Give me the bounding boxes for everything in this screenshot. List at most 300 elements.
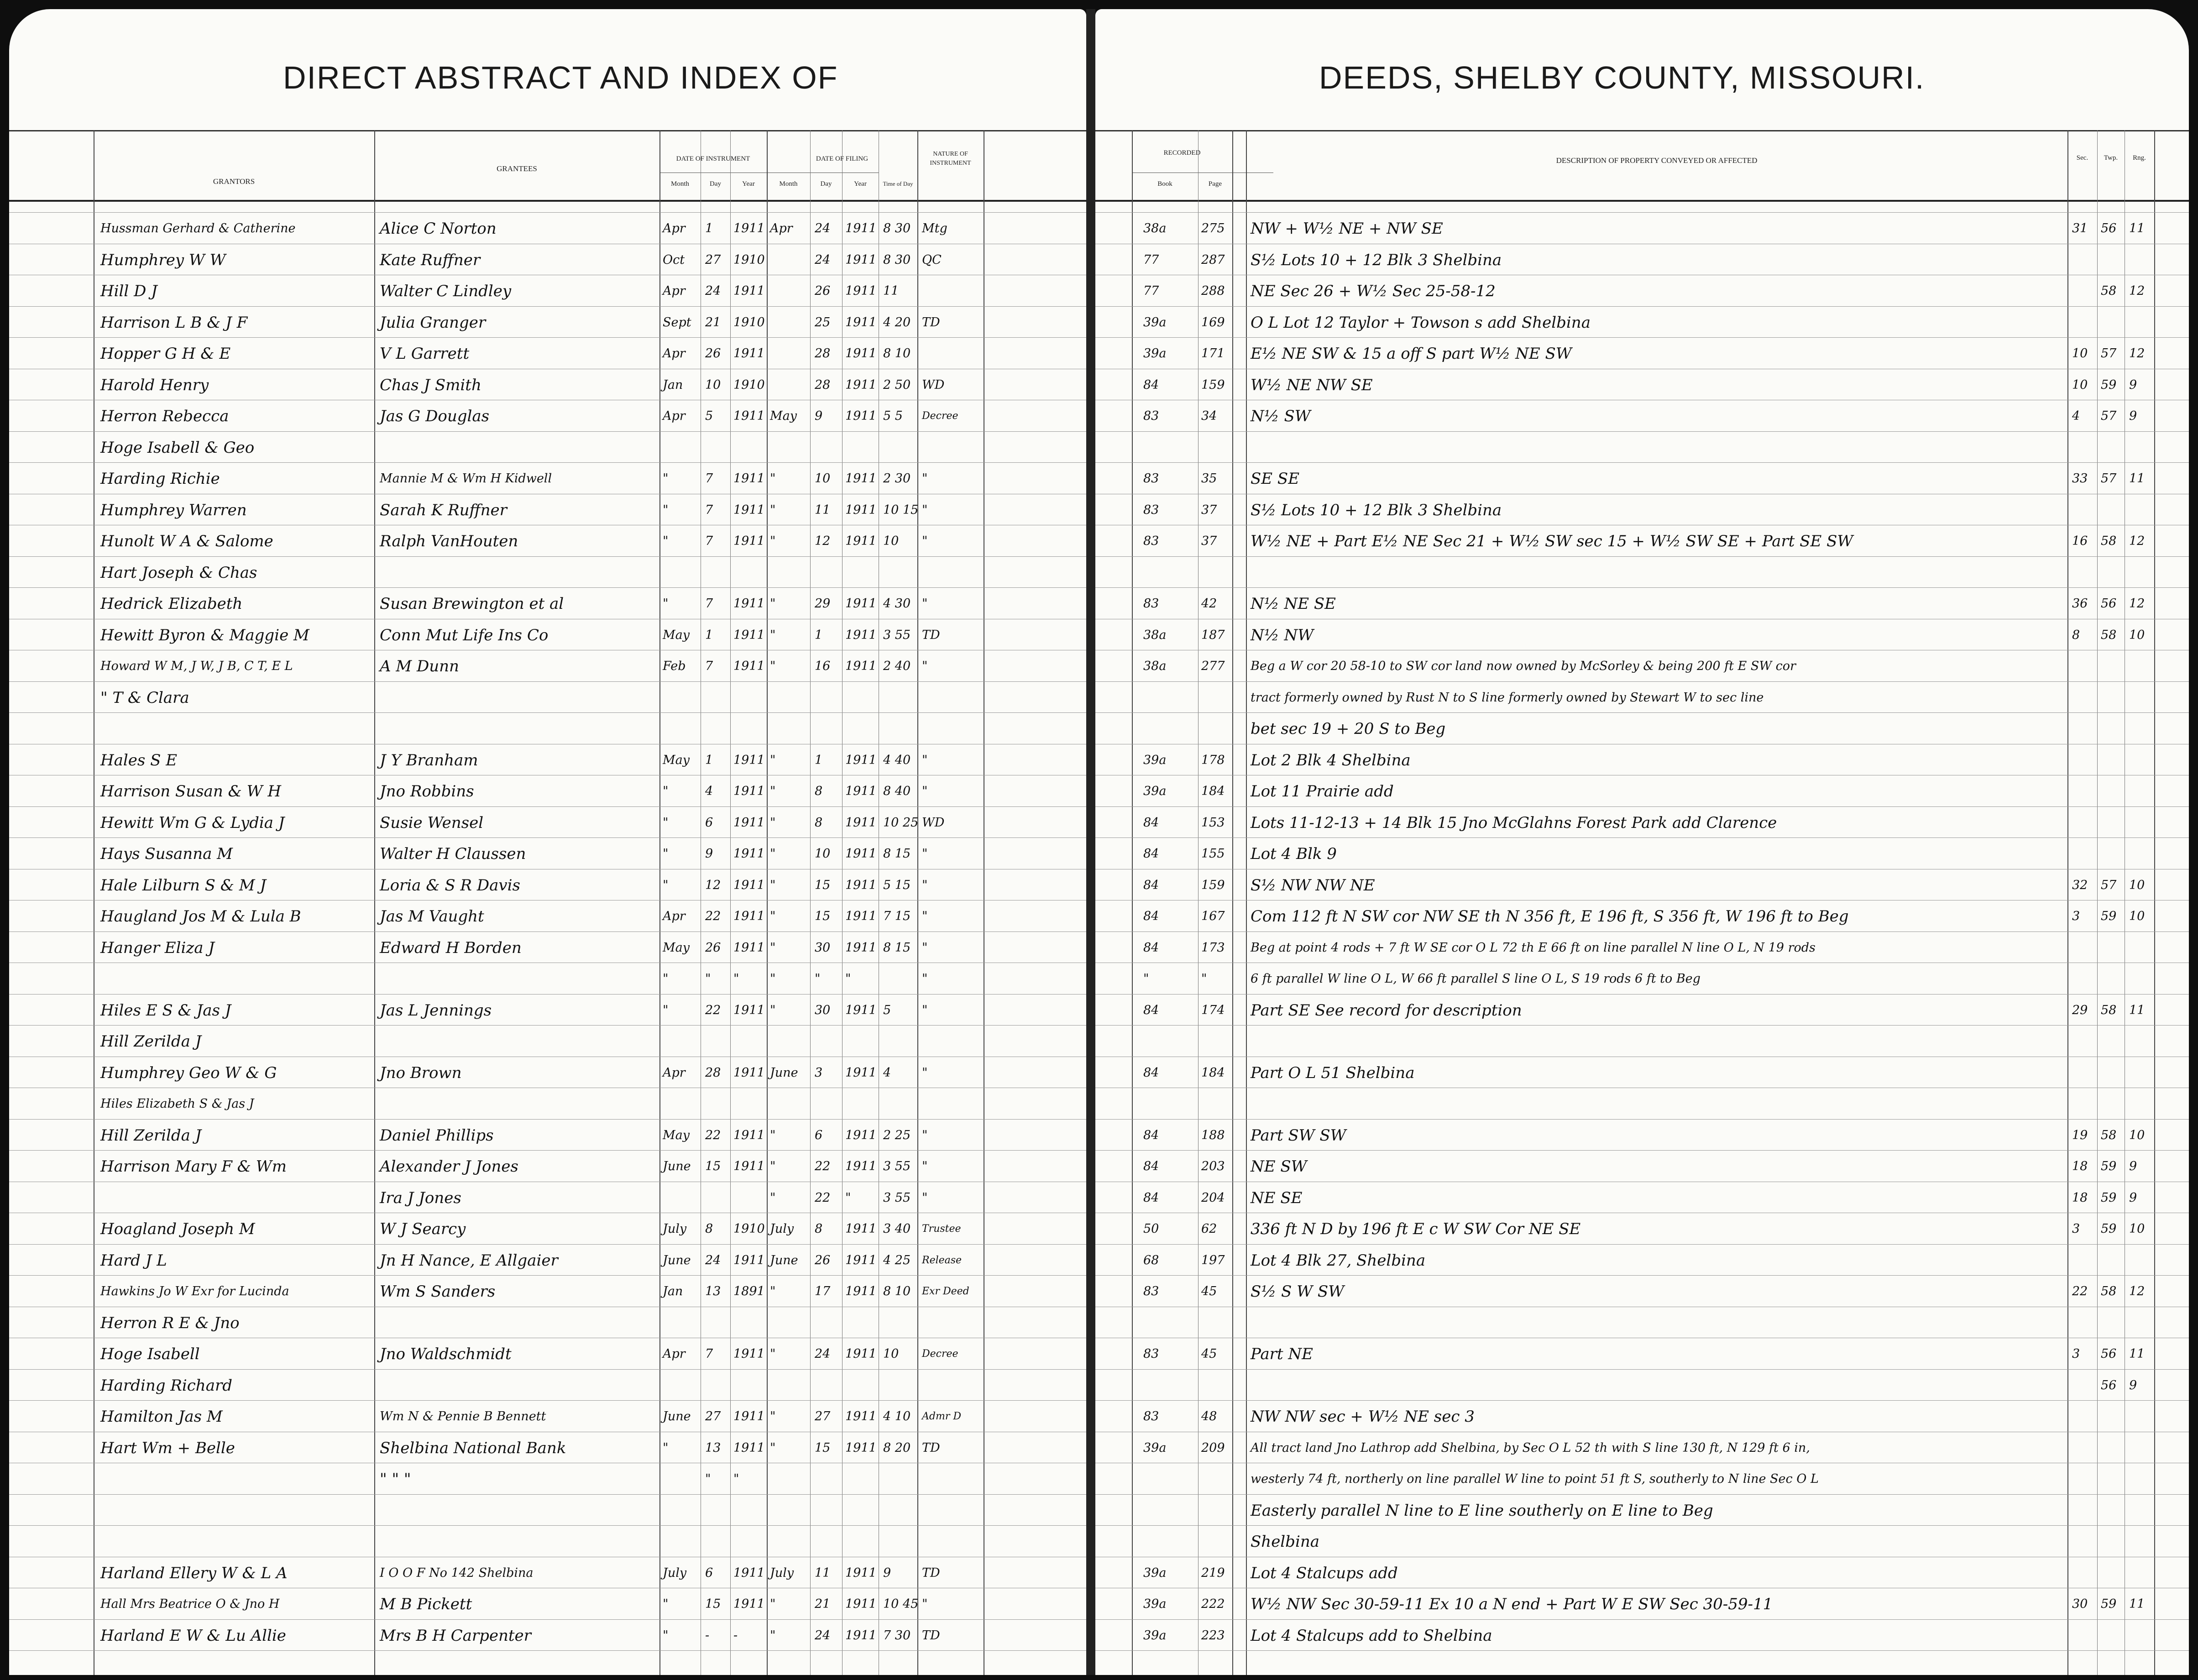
instrument-month-cell: July (663, 1222, 687, 1236)
grantor-cell: Harland Ellery W & L A (100, 1564, 288, 1582)
range-cell: 11 (2129, 1597, 2145, 1611)
filing-year-cell: 1911 (845, 628, 877, 642)
filing-day-cell: 10 (815, 847, 831, 861)
instrument-year-cell: 1911 (733, 471, 765, 486)
grantor-cell: Hussman Gerhard & Catherine (100, 221, 296, 236)
book-cell: 83 (1143, 597, 1159, 611)
instrument-month-cell: " (663, 847, 669, 861)
grantee-cell: Jas L Jennings (380, 1001, 492, 1020)
page-cell: 204 (1201, 1191, 1225, 1205)
filing-day-cell: 3 (815, 1066, 823, 1080)
grantor-cell: Hiles E S & Jas J (100, 1001, 231, 1020)
filing-year-cell: 1911 (845, 1222, 877, 1236)
filing-time-cell: 5 (883, 1003, 891, 1017)
section-cell: 22 (2072, 1284, 2088, 1298)
filing-year-cell: 1911 (845, 284, 877, 298)
book-cell: 83 (1143, 1409, 1159, 1424)
filing-day-cell: 26 (815, 1253, 831, 1267)
ledger-row-line (9, 1025, 1086, 1026)
page-cell: 288 (1201, 284, 1225, 298)
instrument-month-cell: Jan (663, 378, 683, 392)
grantee-cell: Shelbina National Bank (380, 1439, 566, 1457)
nature-cell: " (922, 534, 928, 548)
grantee-cell: Loria & S R Davis (380, 876, 520, 895)
grantee-cell: A M Dunn (380, 657, 459, 675)
filing-year-cell: 1911 (845, 753, 877, 767)
instrument-day-cell: 6 (705, 816, 713, 830)
instrument-year-cell: 1910 (733, 378, 765, 392)
nature-cell: " (922, 878, 928, 892)
filing-year-cell: 1911 (845, 534, 877, 548)
grantee-cell: Jno Waldschmidt (380, 1345, 512, 1363)
book-cell: 39a (1143, 784, 1167, 798)
filing-month-cell: " (770, 597, 776, 611)
grantor-cell: Herron Rebecca (100, 407, 229, 425)
page-cell: 188 (1201, 1128, 1225, 1142)
page-cell: 34 (1201, 409, 1217, 423)
filing-month-cell: June (770, 1253, 798, 1267)
grantor-cell: Hays Susanna M (100, 845, 233, 863)
recorded-header: RECORDED (1163, 149, 1201, 157)
grantor-cell: Harding Richie (100, 470, 220, 488)
description-cell: 336 ft N D by 196 ft E c W SW Cor NE SE (1251, 1220, 1581, 1238)
filing-month-cell: " (770, 628, 776, 642)
ledger-row-line (9, 1119, 1086, 1120)
description-right-divider (2067, 130, 2068, 1675)
instrument-day-cell: 26 (705, 346, 721, 361)
nature-cell: Release (922, 1255, 962, 1266)
filing-time-cell: 10 15 (883, 503, 919, 517)
filing-month-cell: " (770, 941, 776, 955)
instrument-year-cell: 1911 (733, 1566, 765, 1580)
filing-time-cell: 8 15 (883, 847, 911, 861)
ledger-row-line (1095, 1150, 2189, 1151)
instrument-year-cell: - (733, 1628, 738, 1643)
filing-time-cell: 4 20 (883, 315, 911, 330)
instrument-day-cell: 1 (705, 221, 713, 236)
filing-time-cell: 2 25 (883, 1128, 911, 1142)
filing-day-cell: 15 (815, 909, 831, 923)
grantor-cell: Harrison L B & J F (100, 314, 248, 332)
sub-header-day: Day (710, 180, 721, 188)
book-cell: 83 (1143, 471, 1159, 486)
ledger-row-line (9, 1244, 1086, 1245)
range-cell: 12 (2129, 597, 2145, 611)
page-cell: 184 (1201, 784, 1225, 798)
range-right-divider (2154, 130, 2155, 1675)
grantee-cell: V L Garrett (380, 345, 470, 363)
township-cell: 56 (2101, 1378, 2117, 1392)
section-cell: 33 (2072, 471, 2088, 486)
instrument-day-cell: 24 (705, 1253, 721, 1267)
filing-year-cell: 1911 (845, 941, 877, 955)
ledger-row-line (9, 1650, 1086, 1651)
nature-cell: TD (922, 315, 940, 330)
township-cell: 59 (2101, 1222, 2117, 1236)
grantee-cell: Jas G Douglas (380, 407, 490, 425)
filing-month-cell: " (770, 909, 776, 923)
filing-year-cell: 1911 (845, 503, 877, 517)
filing-day-cell: 28 (815, 346, 831, 361)
filing-time-cell: 4 25 (883, 1253, 911, 1267)
filing-time-cell: 8 10 (883, 346, 911, 361)
instrument-day-cell: 13 (705, 1441, 721, 1455)
page-cell: 287 (1201, 253, 1225, 267)
grantor-cell: Herron R E & Jno (100, 1314, 240, 1332)
instrument-month-cell: Apr (663, 346, 686, 361)
instrument-day-cell: 5 (705, 409, 713, 423)
ledger-row-line (1095, 681, 2189, 682)
instrument-year-cell: 1910 (733, 315, 765, 330)
section-cell: 3 (2072, 909, 2080, 923)
filing-time-cell: 8 40 (883, 784, 911, 798)
nature-cell: Decree (922, 410, 958, 422)
ledger-row-line (9, 1275, 1086, 1276)
ledger-row-line (9, 556, 1086, 557)
grantee-cell: Jn H Nance, E Allgaier (380, 1251, 558, 1270)
section-cell: 3 (2072, 1222, 2080, 1236)
description-cell: S½ Lots 10 + 12 Blk 3 Shelbina (1251, 251, 1502, 269)
instrument-day-cell: 22 (705, 1128, 721, 1142)
grantor-cell: Hall Mrs Beatrice O & Jno H (100, 1597, 280, 1611)
page-cell: 203 (1201, 1159, 1225, 1173)
range-cell: 12 (2129, 284, 2145, 298)
description-cell: Easterly parallel N line to E line southerly on E line to Beg (1251, 1502, 1713, 1520)
instrument-day-cell: 7 (705, 503, 713, 517)
instrument-year-cell: 1911 (733, 753, 765, 767)
grantor-cell: Hunolt W A & Salome (100, 532, 273, 550)
filing-month-cell: " (770, 1003, 776, 1017)
grantor-cell: Harrison Susan & W H (100, 782, 282, 801)
grantor-cell: Hawkins Jo W Exr for Lucinda (100, 1284, 289, 1298)
township-cell: 59 (2101, 1159, 2117, 1173)
nature-cell: " (922, 1191, 928, 1205)
instrument-day-cell: 21 (705, 315, 721, 330)
book-cell: 83 (1143, 1284, 1159, 1298)
nature-cell: Decree (922, 1348, 958, 1360)
filing-year-cell: 1911 (845, 1003, 877, 1017)
range-cell: 12 (2129, 534, 2145, 548)
filing-time-cell: 2 40 (883, 659, 911, 673)
instrument-month-cell: " (663, 972, 669, 986)
book-gutter (1086, 9, 1095, 1675)
ledger-row-line (1095, 431, 2189, 432)
nature-cell: WD (922, 816, 945, 830)
ledger-row-line (9, 1150, 1086, 1151)
filing-day-cell: 24 (815, 221, 831, 236)
filing-day-cell: 8 (815, 816, 823, 830)
ledger-row-line (1095, 1650, 2189, 1651)
book-cell: 84 (1143, 378, 1159, 392)
instrument-year-cell: 1911 (733, 1253, 765, 1267)
sub-header-twp: Twp. (2104, 154, 2118, 162)
book-cell: 39a (1143, 315, 1167, 330)
range-cell: 11 (2129, 1003, 2145, 1017)
filing-time-cell: 4 40 (883, 753, 911, 767)
section-cell: 32 (2072, 878, 2088, 892)
range-cell: 9 (2129, 1378, 2137, 1392)
instrument-year-cell: 1911 (733, 1409, 765, 1424)
description-cell: Shelbina (1251, 1533, 1319, 1551)
filing-month-cell: " (770, 878, 776, 892)
nature-cell: " (922, 847, 928, 861)
ledger-row-line (9, 1619, 1086, 1620)
range-cell: 10 (2129, 909, 2145, 923)
instrument-day-cell: 22 (705, 909, 721, 923)
grantee-cell: W J Searcy (380, 1220, 466, 1238)
instrument-day-cell: 8 (705, 1222, 713, 1236)
filing-year-cell: " (845, 1191, 851, 1205)
grantor-cell: Hanger Eliza J (100, 939, 215, 957)
ledger-row-line (9, 212, 1086, 213)
filing-year-cell: 1911 (845, 597, 877, 611)
instrument-year-cell: 1911 (733, 534, 765, 548)
instrument-month-cell: " (663, 534, 669, 548)
description-cell: Lot 11 Prairie add (1251, 782, 1394, 801)
instrument-filing-divider (767, 130, 768, 1675)
instrument-year-cell: 1911 (733, 1066, 765, 1080)
page-cell: 169 (1201, 315, 1225, 330)
filing-year-cell: " (845, 972, 851, 986)
grantor-cell: Howard W M, J W, J B, C T, E L (100, 659, 293, 673)
header-bottom-rule (9, 200, 1086, 202)
filing-day-cell: " (815, 972, 821, 986)
instrument-month-cell: May (663, 1128, 690, 1142)
nature-cell: " (922, 1128, 928, 1142)
filing-month-cell: " (770, 753, 776, 767)
filing-month-cell: " (770, 1441, 776, 1455)
instrument-day-cell: 4 (705, 784, 713, 798)
instrument-day-cell: 6 (705, 1566, 713, 1580)
filing-year-cell: 1911 (845, 1066, 877, 1080)
grantee-cell: Jno Brown (380, 1064, 462, 1082)
left-page-title: DIRECT ABSTRACT AND INDEX OF (283, 60, 838, 95)
page-cell: 171 (1201, 346, 1225, 361)
description-cell: Lot 4 Blk 9 (1251, 845, 1337, 863)
township-cell: 57 (2101, 346, 2117, 361)
date-of-filing-header: DATE OF FILING (816, 155, 869, 162)
filing-day-cell: 22 (815, 1191, 831, 1205)
page-cell: 178 (1201, 753, 1225, 767)
description-cell: S½ NW NW NE (1251, 876, 1375, 895)
sub-header-sec: Sec. (2076, 154, 2088, 162)
right-page (1095, 9, 2189, 1675)
filing-time-cell: 8 10 (883, 1284, 911, 1298)
nature-cell: " (922, 659, 928, 673)
ledger-row-line (1095, 1119, 2189, 1120)
section-cell: 3 (2072, 1347, 2080, 1361)
instrument-month-cell: June (663, 1409, 691, 1424)
section-cell: 8 (2072, 628, 2080, 642)
header-top-rule (1095, 130, 2189, 131)
filing-time-cell: 8 20 (883, 1441, 911, 1455)
book-cell: 84 (1143, 1159, 1159, 1173)
ledger-row-line (1095, 837, 2189, 838)
grantor-cell: Hale Lilburn S & M J (100, 876, 267, 895)
header-top-rule (9, 130, 1086, 131)
grantor-cell: Hopper G H & E (100, 345, 231, 363)
instrument-month-cell: May (663, 628, 690, 642)
section-cell: 29 (2072, 1003, 2088, 1017)
nature-cell: Admr D (922, 1411, 961, 1422)
filing-day-cell: 8 (815, 1222, 823, 1236)
grantee-cell: Susan Brewington et al (380, 595, 564, 613)
description-header: DESCRIPTION OF PROPERTY CONVEYED OR AFFECTED (1556, 156, 1758, 165)
range-cell: 11 (2129, 471, 2145, 486)
grantee-cell: I O O F No 142 Shelbina (380, 1566, 534, 1580)
grantors-header: GRANTORS (213, 177, 255, 186)
filing-month-cell: Apr (770, 221, 793, 236)
range-cell: 10 (2129, 628, 2145, 642)
instrument-month-cell: " (663, 471, 669, 486)
page-cell: 37 (1201, 503, 1217, 517)
nature-cell: Trustee (922, 1223, 961, 1235)
filing-time-cell: 9 (883, 1566, 891, 1580)
col-divider (2097, 130, 2098, 1675)
filing-time-cell: 10 45 (883, 1597, 919, 1611)
filing-time-cell: 4 10 (883, 1409, 911, 1424)
instrument-month-cell: " (663, 503, 669, 517)
description-cell: N½ NW (1251, 626, 1314, 644)
instrument-year-cell: 1911 (733, 1159, 765, 1173)
instrument-day-cell: " (705, 1472, 711, 1486)
ledger-row-line (9, 1369, 1086, 1370)
section-cell: 4 (2072, 409, 2080, 423)
township-cell: 57 (2101, 409, 2117, 423)
instrument-day-cell: 15 (705, 1597, 721, 1611)
page-cell: 155 (1201, 847, 1225, 861)
filing-month-cell: " (770, 847, 776, 861)
sub-header-month: Month (670, 180, 689, 188)
ledger-row-line (1095, 806, 2189, 807)
instrument-month-cell: Apr (663, 1066, 686, 1080)
book-cell: 83 (1143, 534, 1159, 548)
ledger-row-line (1095, 712, 2189, 713)
description-cell: Lot 4 Stalcups add (1251, 1564, 1398, 1582)
filing-time-cell: 4 30 (883, 597, 911, 611)
filing-month-cell: " (770, 1409, 776, 1424)
book-cell: 39a (1143, 1597, 1167, 1611)
page-cell: 173 (1201, 941, 1225, 955)
filing-time-cell: 4 (883, 1066, 891, 1080)
instrument-month-cell: Jan (663, 1284, 683, 1298)
left-page (9, 9, 1086, 1675)
township-cell: 58 (2101, 1003, 2117, 1017)
nature-cell: " (922, 784, 928, 798)
filing-year-cell: 1911 (845, 1159, 877, 1173)
filing-year-cell: 1911 (845, 878, 877, 892)
filing-time-cell: 2 30 (883, 471, 911, 486)
sub-header-page: Page (1208, 180, 1222, 188)
page-cell: 42 (1201, 597, 1217, 611)
nature-cell: TD (922, 1441, 940, 1455)
ledger-row-line (9, 681, 1086, 682)
grantee-cell: Edward H Borden (380, 939, 522, 957)
instrument-year-cell: 1891 (733, 1284, 765, 1298)
page-cell: 277 (1201, 659, 1225, 673)
description-cell: NE SE (1251, 1189, 1303, 1207)
book-cell: 84 (1143, 847, 1159, 861)
range-cell: 11 (2129, 221, 2145, 236)
instrument-month-cell: May (663, 753, 690, 767)
nature-cell: QC (922, 253, 942, 267)
filing-time-cell: 5 15 (883, 878, 911, 892)
nature-left-divider (917, 130, 918, 1675)
instrument-month-cell: " (663, 597, 669, 611)
page-cell: 187 (1201, 628, 1225, 642)
filing-month-cell: " (770, 534, 776, 548)
instrument-day-cell: 7 (705, 471, 713, 486)
filing-year-cell: 1911 (845, 1566, 877, 1580)
grantor-cell: Hard J L (100, 1251, 167, 1270)
ledger-row-line (9, 462, 1086, 463)
filing-year-cell: 1911 (845, 253, 877, 267)
instrument-year-cell: 1911 (733, 597, 765, 611)
ledger-row-line (9, 306, 1086, 307)
instrument-year-cell: 1911 (733, 1347, 765, 1361)
filing-time-cell: 3 55 (883, 628, 911, 642)
grantor-cell: Hiles Elizabeth S & Jas J (100, 1097, 254, 1111)
nature-cell: Exr Deed (922, 1286, 969, 1297)
description-cell: W½ NE + Part E½ NE Sec 21 + W½ SW sec 15 + W½ SW SE + Part SE SW (1251, 532, 1853, 550)
book-cell: 84 (1143, 1191, 1159, 1205)
grantee-cell: Kate Ruffner (380, 251, 481, 269)
grantor-cell: Hill D J (100, 282, 157, 300)
grantor-cell: Harold Henry (100, 376, 209, 394)
nature-cell: TD (922, 1628, 940, 1643)
ledger-row-line (9, 587, 1086, 588)
nature-cell: TD (922, 628, 940, 642)
description-cell: NW + W½ NE + NW SE (1251, 220, 1443, 238)
grantee-cell: Chas J Smith (380, 376, 481, 394)
instrument-year-cell: 1911 (733, 941, 765, 955)
book-cell: 39a (1143, 1566, 1167, 1580)
filing-month-cell: " (770, 659, 776, 673)
ledger-row-line (1095, 306, 2189, 307)
instrument-day-cell: 26 (705, 941, 721, 955)
nature-cell: " (922, 597, 928, 611)
book-cell: 84 (1143, 1128, 1159, 1142)
ledger-row-line (1095, 1494, 2189, 1495)
grantee-cell: Susie Wensel (380, 814, 484, 832)
book-cell: 83 (1143, 1347, 1159, 1361)
instrument-month-cell: June (663, 1159, 691, 1173)
book-cell: 84 (1143, 816, 1159, 830)
instrument-day-cell: 10 (705, 378, 721, 392)
filing-time-cell: 3 40 (883, 1222, 911, 1236)
filing-month-cell: July (770, 1566, 794, 1580)
instrument-day-cell: 7 (705, 659, 713, 673)
instrument-month-cell: Oct (663, 253, 685, 267)
filing-time-cell: 8 30 (883, 221, 911, 236)
nature-cell: " (922, 471, 928, 486)
grantee-cell: M B Pickett (380, 1595, 472, 1613)
nature-cell: WD (922, 378, 945, 392)
instrument-year-cell: 1911 (733, 346, 765, 361)
filing-day-cell: 28 (815, 378, 831, 392)
filing-day-cell: 25 (815, 315, 831, 330)
instrument-year-cell: 1910 (733, 1222, 765, 1236)
date-of-instrument-header: DATE OF INSTRUMENT (676, 155, 750, 162)
description-left-divider (1246, 130, 1247, 1675)
instrument-year-cell: 1911 (733, 784, 765, 798)
township-cell: 59 (2101, 909, 2117, 923)
filing-year-cell: 1911 (845, 659, 877, 673)
filing-time-cell: 5 5 (883, 409, 903, 423)
grantor-cell: Hewitt Wm G & Lydia J (100, 814, 285, 832)
grantor-cell: Humphrey W W (100, 251, 226, 269)
description-cell: S½ Lots 10 + 12 Blk 3 Shelbina (1251, 501, 1502, 519)
